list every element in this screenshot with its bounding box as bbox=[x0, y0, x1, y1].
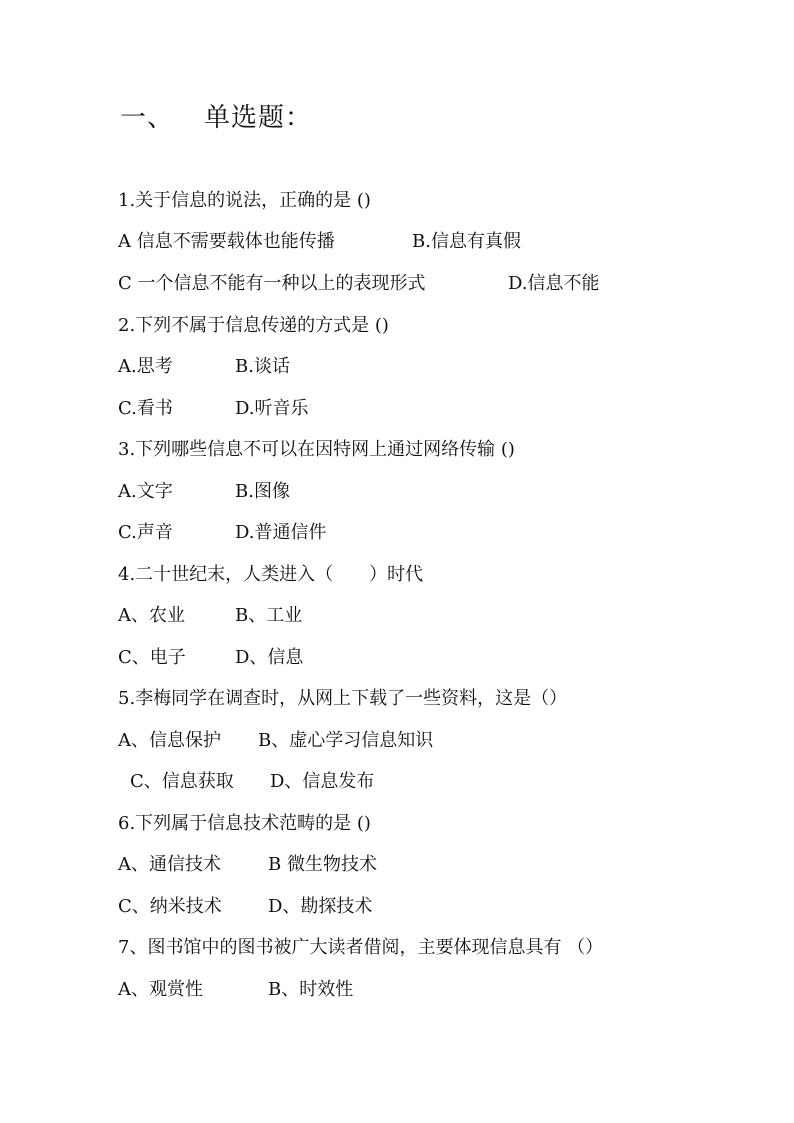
question-6-option-a: A、通信技术 bbox=[118, 854, 221, 875]
question-1-option-a: A 信息不需要载体也能传播 bbox=[118, 231, 335, 252]
question-3-stem: 3.下列哪些信息不可以在因特网上通过网络传输 () bbox=[118, 439, 515, 460]
question-1-options-row-1 bbox=[118, 229, 521, 255]
question-1-option-c: C 一个信息不能有一种以上的表现形式 bbox=[118, 273, 426, 294]
question-7-stem: 7、图书馆中的图书被广大读者借阅，主要体现信息具有 （） bbox=[118, 937, 604, 958]
question-6-option-c: C、纳米技术 bbox=[118, 896, 222, 917]
question-5-option-c: C、信息获取 bbox=[130, 771, 234, 792]
question-5-option-d: D、信息发布 bbox=[270, 771, 375, 792]
question-4-options-row-2 bbox=[118, 645, 303, 671]
question-3-option-c: C.声音 bbox=[118, 522, 173, 543]
question-2-stem: 2.下列不属于信息传递的方式是 () bbox=[118, 315, 389, 336]
question-2-options-row-1 bbox=[118, 354, 290, 380]
question-1-option-b: B.信息有真假 bbox=[412, 231, 521, 252]
question-5-option-a: A、信息保护 bbox=[118, 730, 221, 751]
question-4-option-c: C、电子 bbox=[118, 647, 186, 668]
question-5-options-row-1 bbox=[118, 728, 433, 754]
question-7-option-a: A、观赏性 bbox=[118, 979, 203, 1000]
question-3-options-row-2 bbox=[118, 520, 327, 546]
question-1-option-d: D.信息不能 bbox=[508, 273, 600, 294]
question-7-option-b: B、时效性 bbox=[268, 979, 354, 1000]
question-3-option-a: A.文字 bbox=[118, 481, 173, 502]
question-5-option-b: B、虚心学习信息知识 bbox=[258, 730, 434, 751]
section-title: 单选题： bbox=[204, 103, 313, 133]
section-heading bbox=[120, 98, 312, 138]
question-2-option-c: C.看书 bbox=[118, 398, 173, 419]
question-6-stem: 6.下列属于信息技术范畴的是 () bbox=[118, 813, 371, 834]
question-1-stem: 1.关于信息的说法，正确的是 () bbox=[118, 190, 371, 211]
question-2-options-row-2 bbox=[118, 396, 309, 422]
question-2-option-b: B.谈话 bbox=[235, 356, 290, 377]
question-4-stem: 4.二十世纪末，人类进入（ ）时代 bbox=[118, 564, 424, 585]
question-2-option-d: D.听音乐 bbox=[235, 398, 309, 419]
question-6-options-row-1 bbox=[118, 852, 377, 878]
question-6-option-b: B 微生物技术 bbox=[268, 854, 377, 875]
question-3-option-d: D.普通信件 bbox=[235, 522, 327, 543]
question-4-option-b: B、工业 bbox=[235, 605, 303, 626]
question-3-options-row-1 bbox=[118, 479, 290, 505]
question-1-options-row-2 bbox=[118, 271, 600, 297]
question-4-options-row-1 bbox=[118, 603, 302, 629]
question-2-option-a: A.思考 bbox=[118, 356, 173, 377]
question-7-options-row-1 bbox=[118, 977, 353, 1003]
question-6-option-d: D、勘探技术 bbox=[268, 896, 373, 917]
question-5-options-row-2 bbox=[130, 769, 374, 795]
question-4-option-a: A、农业 bbox=[118, 605, 185, 626]
question-5-stem: 5.李梅同学在调查时，从网上下载了一些资料，这是（） bbox=[118, 688, 568, 709]
question-6-options-row-2 bbox=[118, 894, 372, 920]
question-3-option-b: B.图像 bbox=[235, 481, 290, 502]
question-4-option-d: D、信息 bbox=[235, 647, 304, 668]
section-number: 一、 bbox=[120, 103, 175, 133]
